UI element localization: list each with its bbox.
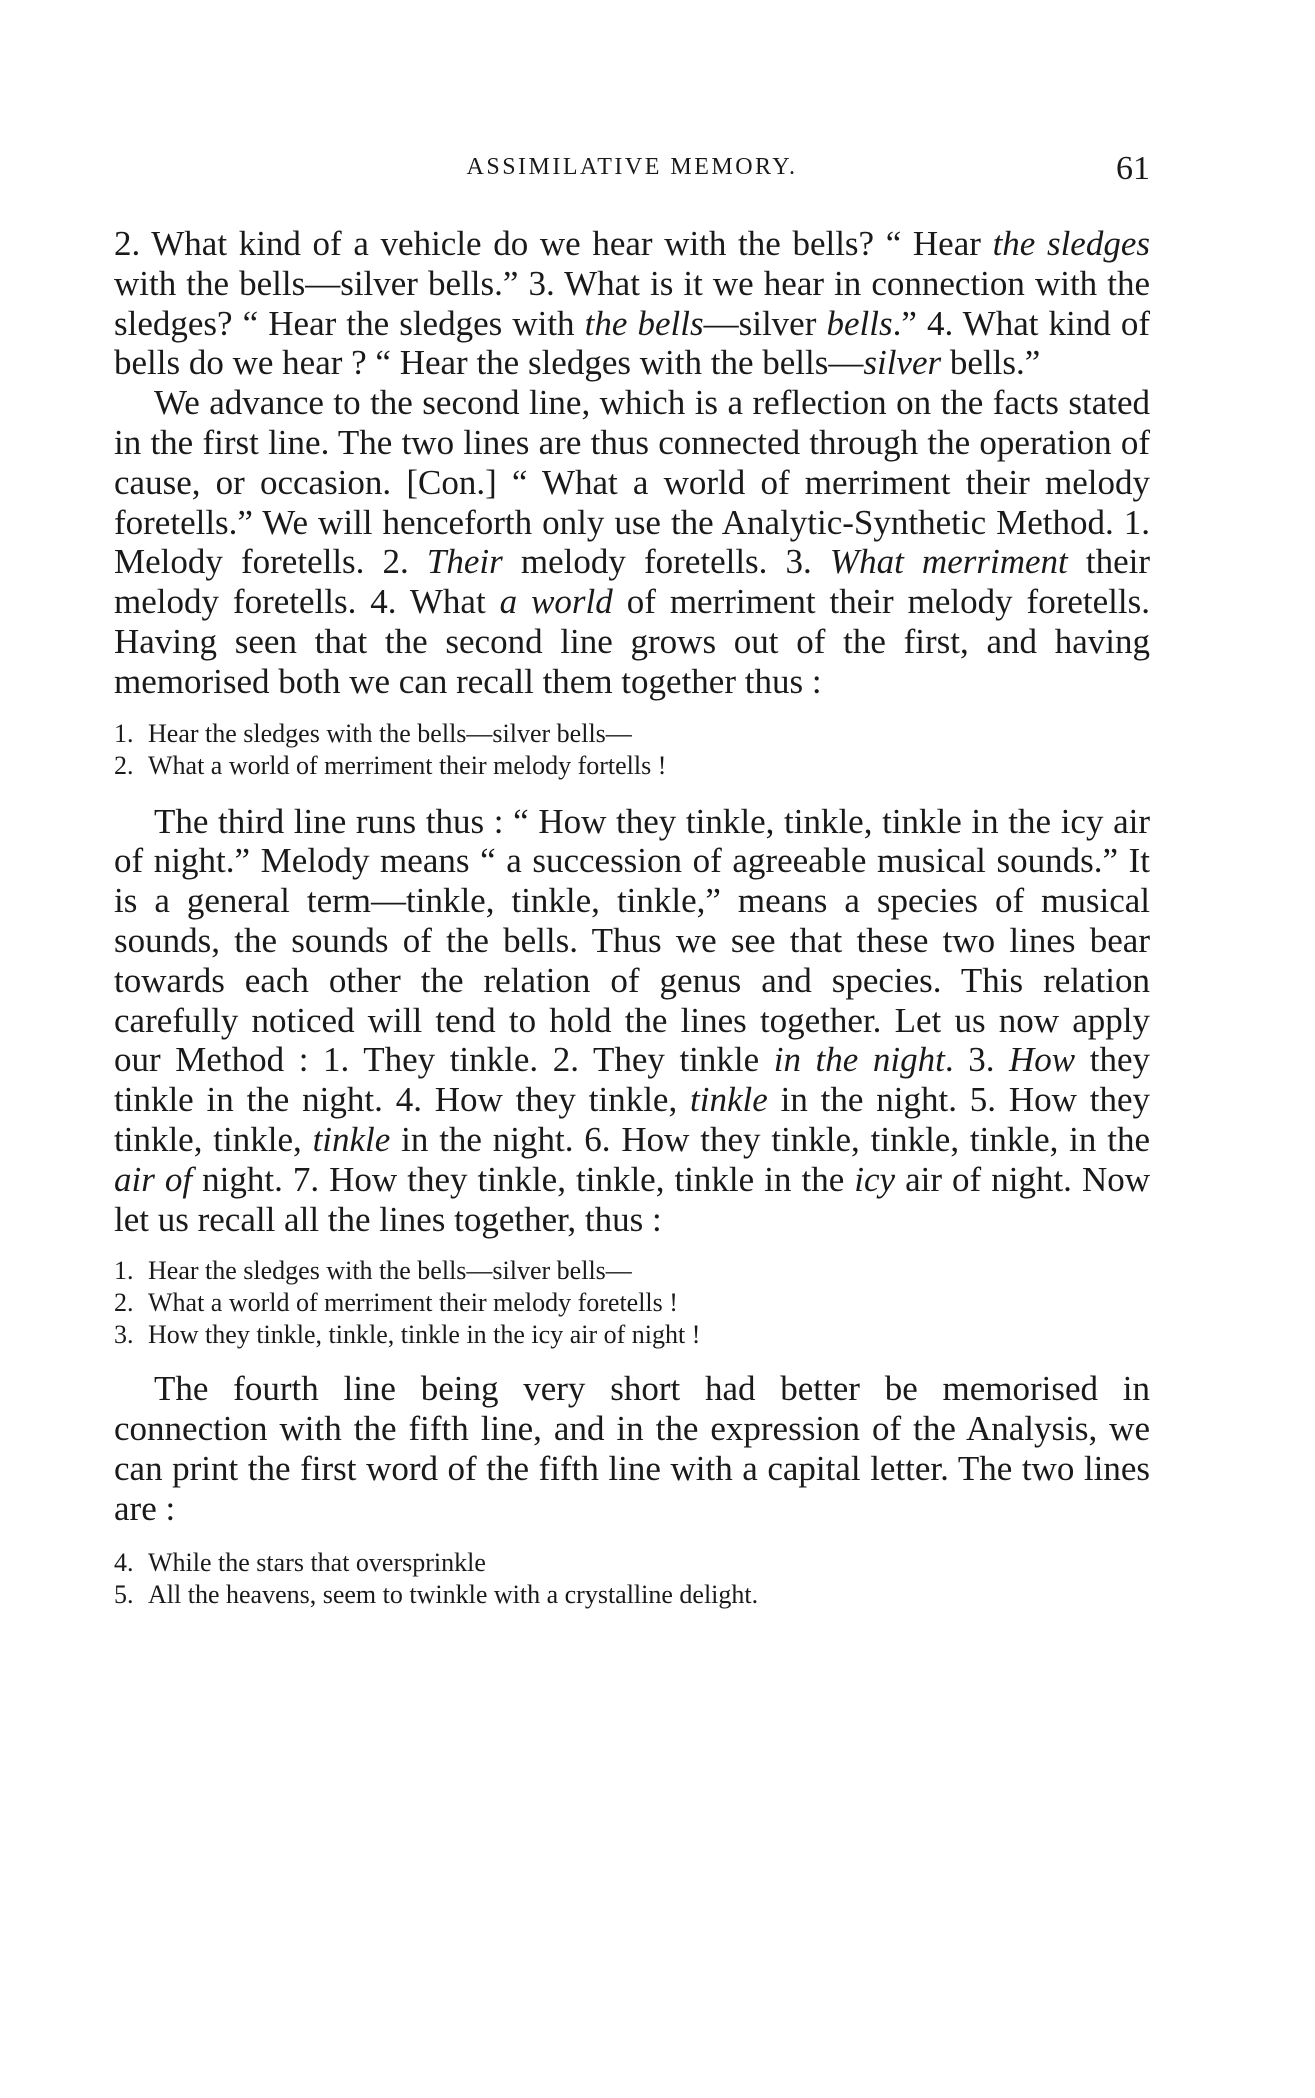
verse-list	[114, 718, 1150, 782]
text-run: melody foretells. 3.	[502, 542, 830, 582]
text-run: with the bells—silver bells.” 3. What is it we hear in connection with the sledges? “ Hear the sledges with	[114, 263, 1150, 343]
text-run: The fourth line being very short had better be memorised in connection with the fifth line, and in the expression of the Analysis, we can print the first word of the fifth line with a capital letter. The two lines are :	[114, 1369, 1150, 1528]
verse-line	[114, 1319, 1150, 1351]
verse-number: 2.	[114, 750, 134, 780]
italic-run: tinkle	[690, 1080, 768, 1120]
verse-list	[114, 1255, 1150, 1351]
verse-line	[114, 1547, 1150, 1579]
italic-run: tinkle	[312, 1119, 391, 1159]
text-run: We advance to the second line, which is a reflection on the facts stated in the first line. The two lines are thus connected through the operation of cause, or occasion. [Con.] “ What a world of merriment their melody foretells.” We will henceforth only use the Analytic-Synthetic Method. 1. Melody foretells. 2.	[114, 383, 1150, 582]
italic-run: the sledges	[992, 224, 1150, 263]
running-head	[114, 150, 1150, 190]
verse-number: 1.	[114, 718, 134, 748]
text-run: .” 4. What kind of bells do we hear ? “ Hear the sledges with the bells—	[114, 303, 1151, 383]
verse-number: 5.	[114, 1579, 134, 1609]
italic-run: icy	[854, 1159, 896, 1199]
paragraph-third-line	[114, 802, 1150, 1240]
verse-text: Hear the sledges with the bells—silver bells—	[148, 718, 632, 748]
italic-run: a world	[499, 582, 613, 622]
verse-number: 1.	[114, 1256, 134, 1286]
italic-run: the bells	[584, 303, 704, 343]
text-block	[114, 224, 1150, 1611]
text-run: in the night. 6. How they tinkle, tinkle, tinkle, in the	[390, 1119, 1150, 1159]
running-title: ASSIMILATIVE MEMORY.	[466, 154, 798, 180]
text-run: in the night. 5. How they tinkle, tinkle,	[114, 1080, 1150, 1159]
italic-run: bells	[826, 303, 893, 343]
italic-run: in the night	[773, 1040, 945, 1080]
paragraph-second-line	[114, 383, 1150, 701]
paragraph-fourth-line	[114, 1369, 1150, 1528]
verse-number: 2.	[114, 1288, 134, 1318]
text-run: 2. What kind of a vehicle do we hear with the bells? “ Hear	[114, 224, 993, 263]
paragraph-vehicle-bells	[114, 224, 1150, 383]
verse-line	[114, 1287, 1150, 1319]
italic-run: What merriment	[829, 542, 1068, 582]
verse-number: 3.	[114, 1320, 134, 1350]
verse-text: How they tinkle, tinkle, tinkle in the icy air of night !	[148, 1320, 701, 1350]
text-run: bells.”	[941, 343, 1041, 383]
text-run: —silver	[703, 303, 827, 343]
verse-text: What a world of merriment their melody foretells !	[148, 1288, 678, 1318]
text-run: they tinkle in the night. 4. How they tinkle,	[114, 1040, 1150, 1120]
text-run: air of night. Now let us recall all the lines together, thus :	[114, 1159, 1150, 1239]
italic-run: air of	[114, 1159, 193, 1199]
verse-line	[114, 1579, 1150, 1611]
text-run: The third line runs thus : “ How they tinkle, tinkle, tinkle in the icy air of night.” Melody means “ a succession of agreeable musical sounds.” It is a general term—tinkle, tinkle, tinkle,” means a species of musical sounds, the sounds of the bells. Thus we see that these two lines bear towards each other the relation of genus and species. This relation carefully noticed will tend to hold the lines together. Let us now apply our Method : 1. They tinkle. 2. They tinkle	[114, 801, 1150, 1080]
verse-line	[114, 718, 1150, 750]
verse-list	[114, 1547, 1150, 1611]
italic-run: How	[1009, 1040, 1076, 1080]
text-run: of merriment their melody foretells. Having seen that the second line grows out of the first, and having memorised both we can recall them together thus :	[114, 582, 1150, 701]
verse-line	[114, 750, 1150, 782]
text-run: . 3.	[944, 1040, 1010, 1080]
italic-run: silver	[863, 343, 942, 383]
verse-text: While the stars that oversprinkle	[148, 1547, 486, 1577]
verse-text: What a world of merriment their melody fortells !	[148, 750, 667, 780]
verse-text: Hear the sledges with the bells—silver bells—	[148, 1256, 632, 1286]
verse-number: 4.	[114, 1547, 134, 1577]
verse-text: All the heavens, seem to twinkle with a crystalline delight.	[148, 1579, 759, 1609]
page-number: 61	[1116, 150, 1150, 187]
italic-run: Their	[426, 542, 503, 582]
verse-line	[114, 1255, 1150, 1287]
text-run: night. 7. How they tinkle, tinkle, tinkle in the	[192, 1159, 855, 1199]
text-run: their melody foretells. 4. What	[114, 542, 1150, 622]
